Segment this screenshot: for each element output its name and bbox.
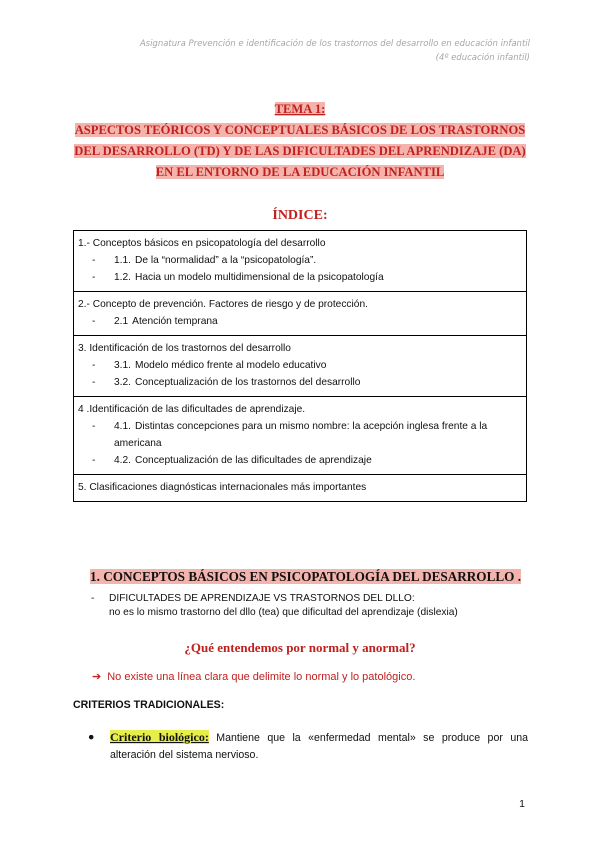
document-header xyxy=(140,37,530,65)
index-section-1 xyxy=(74,231,527,292)
bullet-icon: ● xyxy=(88,731,95,743)
index-subitem: - 3.1. Modelo médico frente al modelo educativo xyxy=(92,360,327,371)
sublist-line-2: no es lo mismo trastorno del dllo (tea) que dificultad del aprendizaje (dislexia) xyxy=(109,607,458,618)
criterion-bullet xyxy=(88,729,528,764)
index-section-3 xyxy=(74,336,527,397)
criterion-text: Mantiene que la «enfermedad mental» se produce por una alteración del sistema nervioso. xyxy=(110,732,528,761)
index-subitem: - 2.1 Atención temprana xyxy=(92,316,218,327)
index-section-title: 4 .Identificación de las dificultades de aprendizaje. xyxy=(78,404,306,415)
index-subitem: - 1.2. Hacia un modelo multidimensional de la psicopatología xyxy=(92,272,384,283)
index-section-4 xyxy=(74,397,527,475)
list-dash: - xyxy=(91,593,95,604)
title-line-3: EN EL ENTORNO DE LA EDUCACIÓN INFANTIL xyxy=(155,165,445,179)
index-section-2 xyxy=(74,292,527,336)
page-number: 1 xyxy=(519,798,525,810)
index-heading: ÍNDICE: xyxy=(272,208,328,223)
arrow-statement xyxy=(92,670,415,683)
section-1-sublist xyxy=(93,592,458,620)
arrow-right-icon: ➔ xyxy=(92,671,102,683)
index-section-title: 1.- Conceptos básicos en psicopatología del desarrollo xyxy=(78,238,326,249)
criterion-label: Criterio biológico: xyxy=(110,730,209,744)
title-line-2: DEL DESARROLLO (TD) Y DE LAS DIFICULTADES DEL APRENDIZAJE (DA) xyxy=(74,144,526,158)
topic-label: TEMA 1: xyxy=(274,102,326,116)
title-line-1: ASPECTOS TEÓRICOS Y CONCEPTUALES BÁSICOS DE LOS TRASTORNOS xyxy=(74,123,526,137)
sublist-line-1: DIFICULTADES DE APRENDIZAJE VS TRASTORNOS DEL DLLO: xyxy=(109,593,415,604)
criteria-heading: CRITERIOS TRADICIONALES: xyxy=(73,699,225,711)
header-year-line: (4º educación infantil) xyxy=(435,53,530,63)
document-title xyxy=(60,99,540,183)
index-section-title: 5. Clasificaciones diagnósticas internacionales más importantes xyxy=(78,482,367,493)
index-table xyxy=(73,230,527,502)
index-subitem: - 1.1. De la “normalidad” a la “psicopatología”. xyxy=(92,255,317,266)
index-subitem: - 4.2. Conceptualización de las dificultades de aprendizaje xyxy=(92,455,372,466)
header-course-line: Asignatura Prevención e identificación de los trastornos del desarrollo en educación infantil xyxy=(139,39,530,49)
index-subitem: - 4.1. Distintas concepciones para un mismo nombre: la acepción inglesa frente a la americana xyxy=(92,421,488,449)
index-section-5 xyxy=(74,475,527,502)
index-section-title: 2.- Concepto de prevención. Factores de riesgo y de protección. xyxy=(78,299,368,310)
index-section-title: 3. Identificación de los trastornos del desarrollo xyxy=(78,343,291,354)
section-1-title: 1. CONCEPTOS BÁSICOS EN PSICOPATOLOGÍA DEL DESARROLLO . xyxy=(90,569,522,584)
index-subitem: - 3.2. Conceptualización de los trastornos del desarrollo xyxy=(92,377,361,388)
arrow-statement-text: No existe una línea clara que delimite lo normal y lo patológico. xyxy=(107,671,416,683)
question-heading: ¿Qué entendemos por normal y anormal? xyxy=(184,640,416,655)
